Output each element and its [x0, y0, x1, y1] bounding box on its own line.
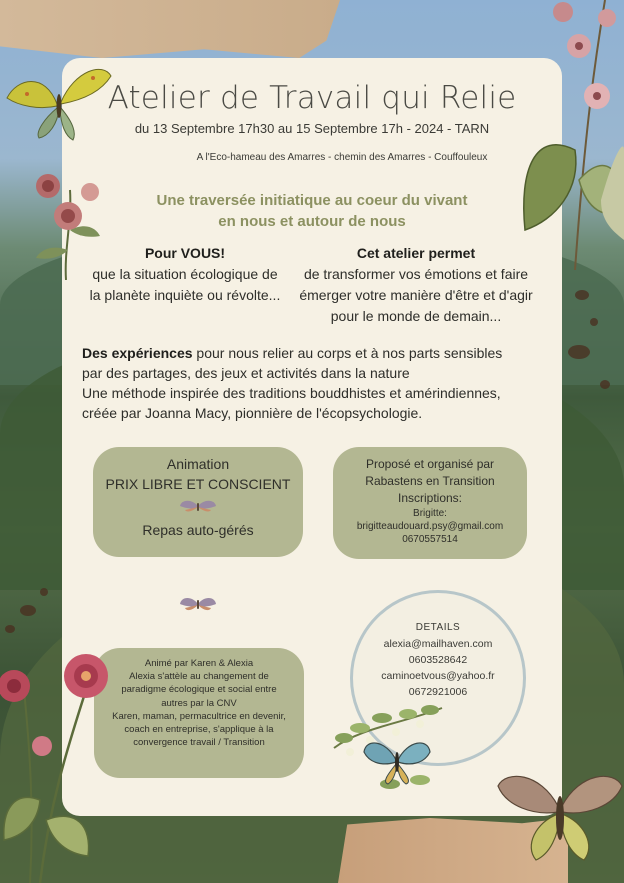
details-phone[interactable]: 0603528642	[408, 654, 468, 666]
details-email[interactable]: alexia@mailhaven.com	[383, 638, 493, 650]
benefits-text: de transformer vos émotions et faire	[303, 266, 529, 282]
facilitators-line: coach en entreprise, s'applique à la	[124, 724, 274, 736]
organizer-box	[333, 447, 527, 559]
tagline-line: en nous et autour de nous	[218, 213, 406, 230]
ink-speck	[568, 345, 590, 359]
benefits-text: émerger votre manière d'être et d'agir	[299, 287, 533, 303]
organizer-text: Proposé et organisé par	[365, 457, 495, 471]
tagline	[62, 190, 562, 232]
event-dates: du 13 Septembre 17h30 au 15 Septembre 17h - 2024 - TARN	[134, 121, 490, 136]
facilitators-line: Karen, maman, permacultrice en devenir,	[112, 710, 286, 722]
experiences-text: par des partages, des jeux et activités dans la nature	[82, 365, 410, 381]
blue-butterfly-icon	[362, 736, 432, 786]
ink-speck	[600, 380, 610, 389]
experiences-paragraph	[82, 343, 547, 423]
facilitators-box	[94, 648, 304, 778]
facilitators-line: Alexia s'attèle au changement de	[129, 671, 269, 683]
experiences-bold: Des expériences	[82, 345, 193, 361]
contact-email[interactable]: brigitteaudouard.psy@gmail.com	[356, 521, 504, 532]
animation-box	[93, 447, 303, 557]
audience-text: la planète inquiète ou révolte...	[89, 287, 281, 303]
details-label: DETAILS	[415, 622, 461, 633]
facilitators-line: Animé par Karen & Alexia	[144, 658, 254, 669]
experiences-text: Une méthode inspirée des traditions bouddhistes et amérindiennes,	[82, 385, 501, 401]
ink-speck	[5, 625, 15, 633]
moth-icon	[179, 498, 217, 514]
torn-paper-top	[0, 0, 340, 58]
event-venue: A l'Eco-hameau des Amarres - chemin des Amarres - Couffouleux	[196, 152, 488, 163]
large-moth-icon	[496, 766, 624, 866]
animation-label: Animation	[166, 456, 230, 472]
details-phone[interactable]: 0672921006	[408, 686, 468, 698]
audience-heading: Pour VOUS!	[144, 245, 226, 261]
moth-icon	[179, 594, 217, 614]
ink-speck	[575, 290, 589, 300]
ink-speck	[20, 605, 36, 616]
ink-speck	[40, 588, 48, 596]
organizer-name: Rabastens en Transition	[365, 474, 495, 488]
yellow-butterfly-icon	[5, 62, 113, 142]
tagline-line: Une traversée initiatique au coeur du vivant	[156, 192, 468, 209]
pricing-label: PRIX LIBRE ET CONSCIENT	[105, 476, 291, 492]
benefits-text: pour le monde de demain...	[330, 308, 502, 324]
benefits-column	[296, 243, 536, 327]
meals-label: Repas auto-gérés	[142, 522, 254, 538]
contact-name: Brigitte:	[413, 508, 447, 519]
contact-phone[interactable]: 0670557514	[402, 534, 458, 545]
ink-speck	[590, 318, 598, 326]
pink-dahlia-icon	[0, 650, 108, 883]
benefits-heading: Cet atelier permet	[356, 245, 476, 261]
details-email[interactable]: caminoetvous@yahoo.fr	[381, 670, 495, 682]
facilitators-line: convergence travail / Transition	[133, 737, 265, 749]
facilitators-line: paradigme écologique et social entre	[121, 684, 277, 696]
page-title: Atelier de Travail qui Relie	[107, 80, 517, 116]
facilitators-line: autres par la CNV	[161, 697, 237, 709]
experiences-text: pour nous relier au corps et à nos parts sensibles	[192, 345, 503, 361]
audience-text: que la situation écologique de	[92, 266, 278, 282]
rose-flower-icon	[26, 170, 110, 280]
registration-label: Inscriptions:	[397, 491, 463, 505]
leaf-branch-icon	[515, 0, 624, 270]
experiences-text: créée par Joanna Macy, pionnière de l'écopsychologie.	[82, 405, 423, 421]
